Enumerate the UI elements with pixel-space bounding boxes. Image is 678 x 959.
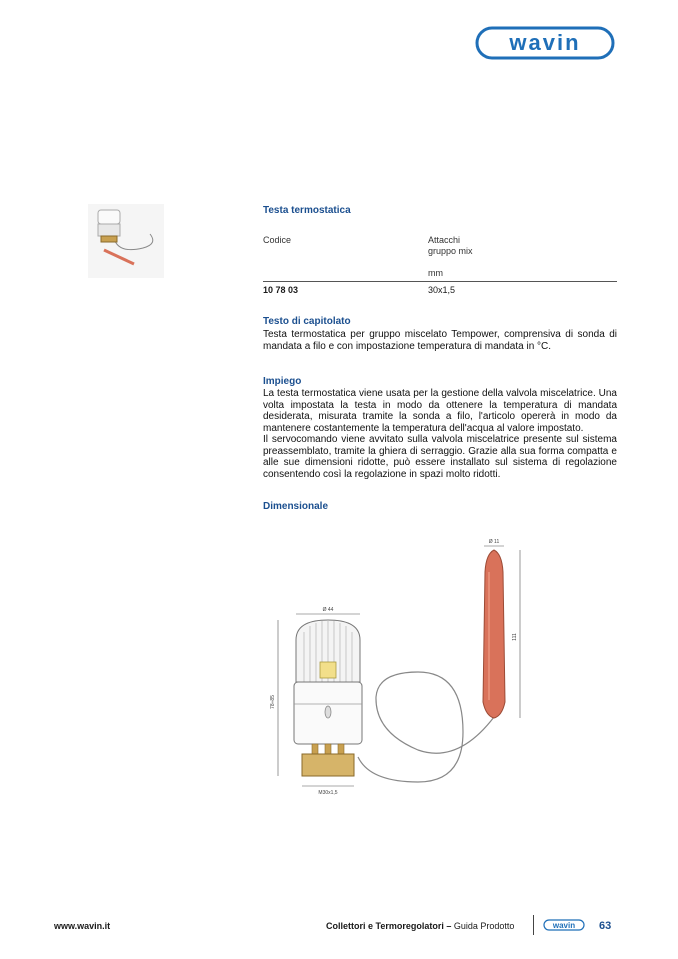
capillary-wire [358,672,494,782]
row-code: 10 78 03 [263,285,299,295]
table-rule [263,281,617,282]
dim-probe-length: 111 [512,633,518,641]
logo-text: wavin [509,30,581,55]
product-title: Testa termostatica [263,205,351,216]
impiego-paragraph-2: Il servocomando viene avvitato sulla valvola miscelatrice presente sul sistema preassemblato, tramite la ghiera di serraggio. Grazie alla sua forma compatta e alle sue dimensioni ridotte, può essere installato sul sistema di regolazione consentendo così la regolazione in spazi molto ridotti. [263,434,617,480]
header-attacchi: Attacchi [428,235,461,245]
page-number: 63 [599,920,612,932]
ring-nut [302,754,354,776]
dim-height: 78÷85 [270,695,276,709]
dimension-drawing [258,532,538,797]
wavin-logo [475,26,615,60]
footer-title [326,921,514,931]
header-unit: mm [428,268,443,278]
impiego-paragraph-1: La testa termostatica viene usata per la gestione della valvola miscelatrice. Una volta impostata la testa in modo da ottenere la temperatura di mandata desiderata, misurata tramite la sonda a filo, l'articolo opererà in modo da mantenere costantemente la temperatura dell'acqua al valore impostato. [263,388,617,434]
header-codice: Codice [263,235,292,245]
row-attach: 30x1,5 [428,285,456,295]
header-gruppo-mix: gruppo mix [428,246,473,256]
section-heading-impiego: Impiego [263,376,302,387]
footer-logo-text: wavin [552,921,576,930]
dim-probe-diameter: Ø 11 [488,539,500,545]
footer-title-rest: Guida Prodotto [451,921,515,931]
dim-head-diameter: Ø 44 [322,607,334,613]
section-text-capitolato: Testa termostatica per gruppo miscelato Tempower, comprensiva di sonda di mandata a filo e con impostazione temperatura di mandata in °C. [263,329,617,352]
copper-probe [483,550,505,718]
footer-title-bold: Collettori e Termoregolatori – [326,921,452,931]
section-heading-dimensionale: Dimensionale [263,501,329,512]
footer-url[interactable]: www.wavin.it [54,921,111,931]
footer-wavin-logo [543,919,585,931]
product-thumbnail [88,204,164,278]
section-heading-capitolato: Testo di capitolato [263,316,351,327]
footer-separator [533,915,534,935]
dim-thread: M30x1,5 [318,790,338,796]
section-text-impiego [263,388,617,480]
